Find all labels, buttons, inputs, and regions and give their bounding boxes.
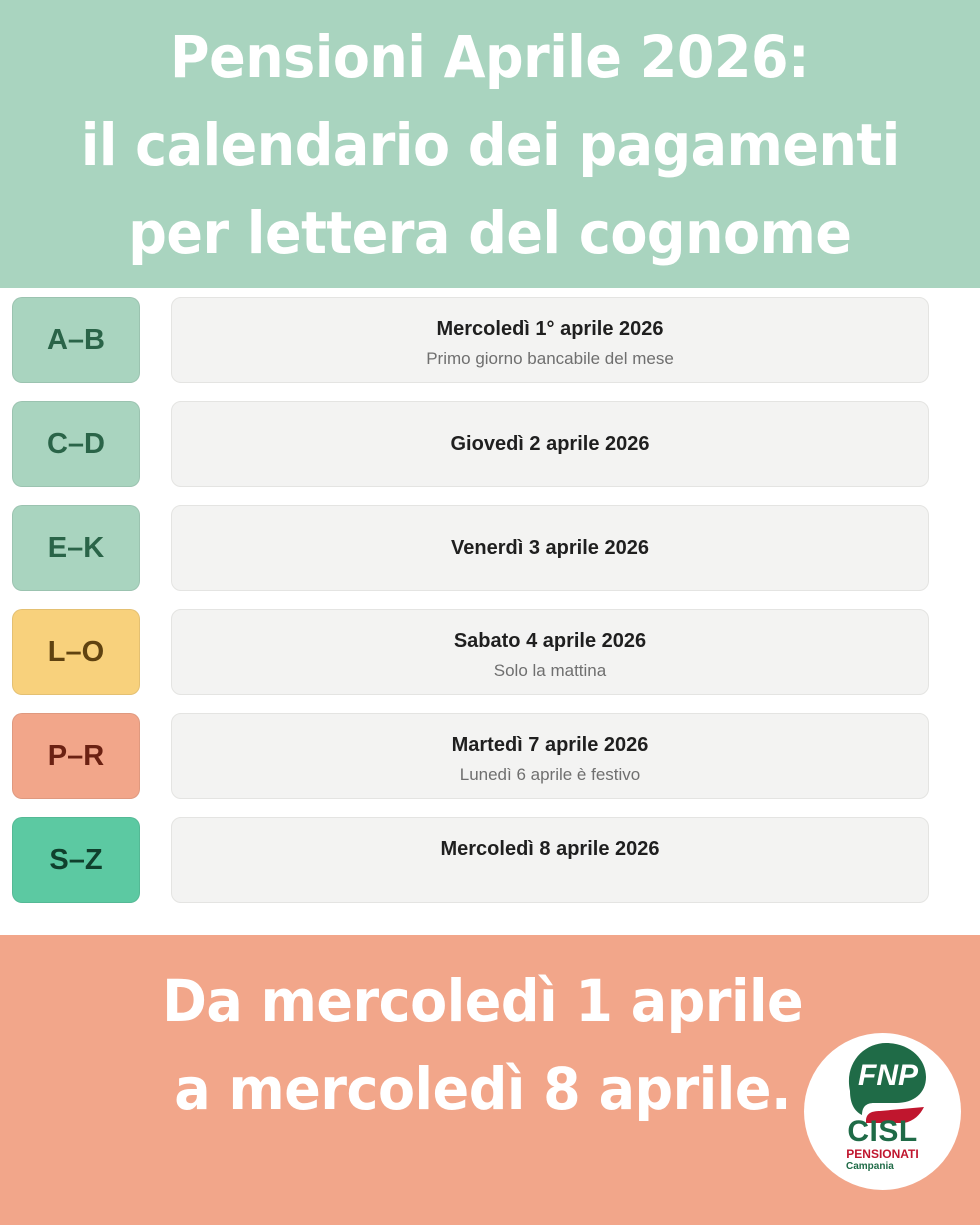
letter-range-badge: E–K [12, 505, 140, 591]
schedule-row [0, 817, 980, 903]
date-card [171, 713, 929, 799]
letter-range-badge: S–Z [12, 817, 140, 903]
letter-range-badge: P–R [12, 713, 140, 799]
schedule-row [0, 609, 980, 695]
payment-note: Primo giorno bancabile del mese [426, 349, 674, 368]
schedule-row [0, 505, 980, 591]
payment-date: Venerdì 3 aprile 2026 [451, 537, 649, 559]
svg-text:FNP: FNP [858, 1059, 918, 1092]
summary-line-2: a mercoledì 8 aprile. [174, 1055, 791, 1123]
payment-date: Sabato 4 aprile 2026 [453, 630, 647, 652]
logo-org: CISL [847, 1115, 918, 1148]
title-banner [0, 0, 980, 288]
fnp-cisl-logo [804, 1033, 961, 1190]
payment-date: Mercoledì 1° aprile 2026 [436, 318, 664, 340]
schedule-row [0, 401, 980, 487]
schedule-row [0, 297, 980, 383]
logo-region: Campania [846, 1161, 894, 1172]
letter-range-badge: C–D [12, 401, 140, 487]
payment-note: Lunedì 6 aprile è festivo [459, 765, 641, 784]
date-card [171, 297, 929, 383]
title-line-3: per lettera del cognome [128, 199, 852, 267]
letter-range-badge: A–B [12, 297, 140, 383]
date-card [171, 401, 929, 487]
title-line-1: Pensioni Aprile 2026: [170, 23, 810, 91]
payment-note: Solo la mattina [493, 661, 607, 680]
date-card [171, 817, 929, 903]
title-line-2: il calendario dei pagamenti [80, 111, 900, 179]
date-card [171, 609, 929, 695]
summary-line-1: Da mercoledì 1 aprile [161, 967, 804, 1035]
letter-range-badge: L–O [12, 609, 140, 695]
payment-date: Mercoledì 8 aprile 2026 [440, 838, 660, 860]
logo-subtitle: PENSIONATI [846, 1147, 919, 1161]
schedule-row [0, 713, 980, 799]
payment-date: Martedì 7 aprile 2026 [451, 734, 649, 756]
date-card [171, 505, 929, 591]
payment-date: Giovedì 2 aprile 2026 [450, 433, 650, 455]
